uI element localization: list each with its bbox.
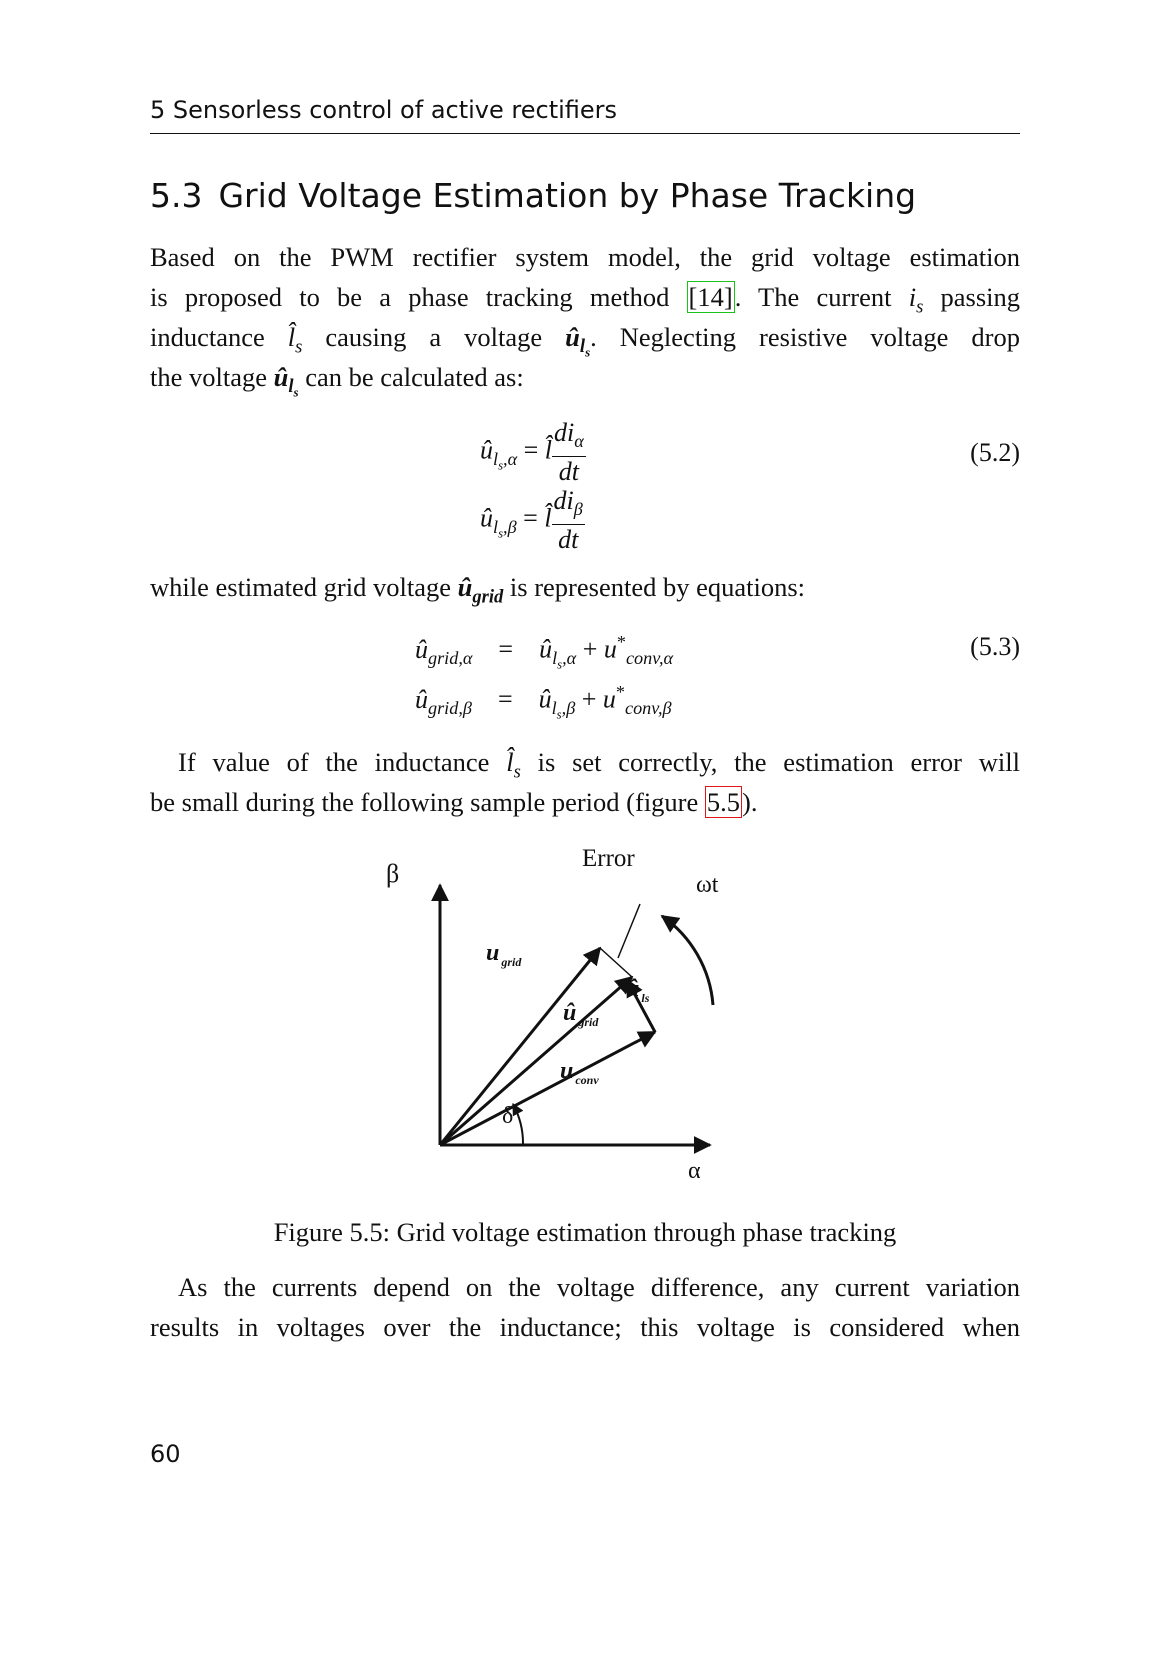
figure-caption: Figure 5.5: Grid voltage estimation through phase tracking <box>273 1217 897 1247</box>
alpha-label: α <box>688 1158 701 1180</box>
section-title: Grid Voltage Estimation by Phase Tracking <box>218 176 917 215</box>
u-grid-vector <box>440 948 600 1145</box>
para4-line1: As the currents depend on the voltage difference, any current variation <box>178 1272 1020 1302</box>
error-label: Error <box>582 845 635 872</box>
para1-line1: Based on the PWM rectifier system model, the grid voltage estimation <box>150 242 1020 272</box>
omega-t-arc <box>662 916 713 1005</box>
citation-link[interactable]: [14] <box>688 282 733 312</box>
page-number: 60 <box>150 1440 181 1468</box>
para1-line4: the voltage $û_{l_s}$ can be calculated as: <box>150 362 524 400</box>
equation-number-5-3: (5.3) <box>970 632 1020 661</box>
running-header: 5 Sensorless control of active rectifiers <box>150 96 618 124</box>
paragraph-2 <box>150 567 1020 607</box>
u-ls-hat-label: û $_{ls}$ <box>626 976 650 1005</box>
section-number: 5.3 <box>150 176 203 215</box>
beta-label: β <box>386 859 400 888</box>
para4-line2: results in voltages over the inductance; this voltage is considered when <box>150 1312 1020 1342</box>
para1-line3: inductance $l̂_s$ causing a voltage $û_{l_s}$. Neglecting resistive voltage drop <box>150 322 1020 360</box>
para3-line2: be small during the following sample period (figure 5.5). <box>150 787 758 817</box>
equation-number-5-2: (5.2) <box>970 438 1020 467</box>
phasor-diagram <box>380 840 800 1180</box>
delta-arc <box>513 1104 523 1145</box>
delta-hat-label: δ̂ <box>502 1103 514 1129</box>
u-grid-hat-vector <box>440 977 632 1145</box>
paragraph-1 <box>150 237 1021 400</box>
omega-t-label: ωt <box>696 872 719 898</box>
error-segment <box>600 948 632 977</box>
error-pointer-line <box>618 904 640 958</box>
u-grid-hat-label: û $_{grid}$ <box>563 1000 599 1029</box>
equation-5-2-beta: $û_{l_s,\beta}$ = l̂ $\frac{di_\beta}{dt}$ <box>480 486 583 555</box>
equation-5-3-beta: $û_{grid,\beta}$ = $û_{l_s,\beta} + u^*_{conv,\beta}$ <box>415 682 672 722</box>
header-rule <box>150 133 1020 134</box>
section-heading <box>150 176 916 215</box>
equation-5-3-alpha: $û_{grid,\alpha}$ = $û_{l_s,\alpha} + u^*_{conv,\alpha}$ <box>415 632 674 672</box>
paragraph-3 <box>150 742 1020 822</box>
para1-line2: is proposed to be a phase tracking method [14]. The current $i_s$ passing <box>150 282 1021 318</box>
paragraph-4 <box>150 1267 1020 1347</box>
equation-5-2-alpha: $û_{l_s,\alpha}$ = l̂ $\frac{di_\alpha}{dt}$ <box>480 418 584 487</box>
u-conv-label: u $_{conv}$ <box>560 1058 599 1087</box>
para2-line1: while estimated grid voltage $û_{grid}$ is represented by equations: <box>150 572 806 608</box>
figure-reference-link[interactable]: 5.5 <box>706 787 741 817</box>
para3-line1: If value of the inductance $l̂_s$ is set correctly, the estimation error will <box>178 747 1020 783</box>
u-grid-label: u $_{grid}$ <box>486 940 522 969</box>
